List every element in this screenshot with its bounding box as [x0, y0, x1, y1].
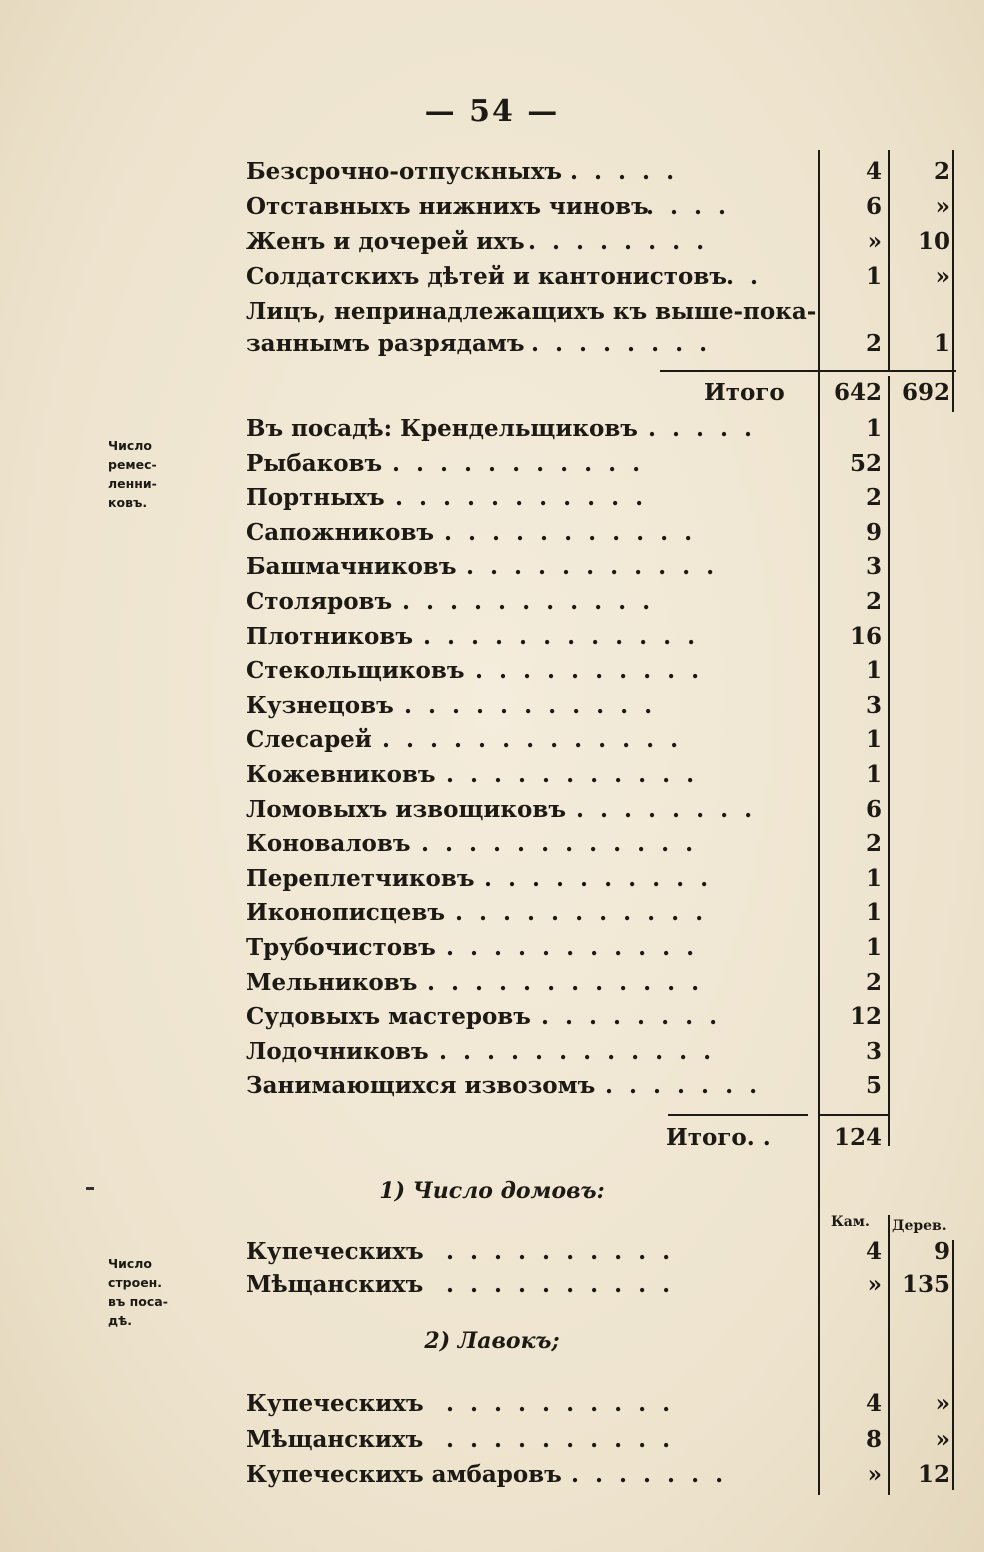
- value-cell: 2: [865, 588, 882, 615]
- leader-dots: . . . . . . .: [605, 1072, 762, 1100]
- row-label: Купеческихъ: [246, 1390, 424, 1417]
- leader-dots: . . . . . . . . . . .: [466, 553, 719, 581]
- row-label: Купеческихъ амбаровъ: [246, 1461, 562, 1488]
- value-cell: 6: [865, 193, 882, 220]
- value-cell: 3: [865, 553, 882, 581]
- value-cell: 1: [865, 899, 882, 927]
- leader-dots: . . . . . . . .: [528, 228, 709, 255]
- table-row: [246, 896, 946, 930]
- leader-dots: . . . . . . .: [571, 1461, 728, 1488]
- value-cell: 1: [865, 726, 882, 754]
- leader-dots: . . . . . .: [546, 158, 679, 185]
- value-cell: 2: [865, 830, 882, 858]
- row-label: Солдатскихъ дѣтей и кантонистовъ: [246, 263, 727, 290]
- value-cell: 2: [865, 968, 882, 996]
- row-label: Лодочниковъ: [246, 1037, 429, 1065]
- table-row: [246, 1069, 946, 1103]
- value-cell: 10: [917, 228, 950, 255]
- row-label: Женъ и дочерей ихъ: [246, 228, 525, 255]
- row-label: Иконописцевъ: [246, 899, 446, 927]
- table-row: [246, 966, 946, 1000]
- leader-dots: . . . . . . . . . . .: [455, 899, 708, 927]
- value-cell: 2: [933, 158, 950, 185]
- table-row: [246, 260, 950, 294]
- table-row: [246, 931, 946, 965]
- table-row: [246, 295, 946, 329]
- value-cell: 1: [865, 415, 882, 442]
- value-cell: 135: [901, 1271, 950, 1298]
- table-row: [246, 1235, 950, 1269]
- value-cell: »: [935, 263, 950, 290]
- leader-dots: . . . . . . . . . .: [446, 1271, 675, 1298]
- table-row: [246, 550, 946, 584]
- leader-dots: . . . . . . . . . . . .: [423, 622, 700, 650]
- leader-dots: . . . . . . . . . . . .: [421, 830, 698, 858]
- total-value: 124: [833, 1124, 882, 1151]
- total-label: Итого. .: [666, 1124, 771, 1151]
- table-row: [246, 516, 946, 550]
- row-label: Въ посадѣ: Крендельщиковъ: [246, 415, 638, 442]
- row-label: Отставныхъ нижнихъ чиновъ: [246, 193, 649, 220]
- row-label: Рыбаковъ: [246, 449, 383, 477]
- row-label: Мѣщанскихъ: [246, 1271, 424, 1298]
- value-cell: 1: [865, 934, 882, 961]
- leader-dots: . . . . . . . . . . .: [404, 691, 657, 719]
- leader-dots: . . . . . . . . . .: [446, 1426, 675, 1453]
- column-header-stone: Кам.: [831, 1214, 870, 1230]
- value-cell: 4: [865, 1238, 882, 1265]
- total-value: 642: [833, 379, 882, 406]
- table-row: [246, 1000, 946, 1034]
- value-cell: 3: [865, 691, 882, 719]
- row-label: Купеческихъ: [246, 1238, 424, 1265]
- margin-note-buildings: Число строен. въ поса-дѣ.: [108, 1256, 168, 1328]
- value-cell: »: [935, 193, 950, 220]
- row-label: Ломовыхъ извощиковъ: [246, 795, 566, 823]
- value-cell: »: [867, 228, 882, 255]
- table-row: [246, 585, 946, 619]
- column-rule-right: [952, 150, 954, 412]
- value-cell: 12: [917, 1461, 950, 1488]
- row-label: Переплетчиковъ: [246, 864, 475, 892]
- row-label: Слесарей: [246, 726, 372, 754]
- value-cell: »: [867, 1461, 882, 1488]
- leader-dots: . . . . . . . . . . . . .: [382, 726, 683, 754]
- value-cell: 6: [865, 795, 882, 823]
- row-label: Башмачниковъ: [246, 553, 457, 581]
- table-row: [246, 1387, 950, 1421]
- value-cell: 1: [865, 657, 882, 685]
- row-label: Сапожниковъ: [246, 518, 435, 546]
- table-row: [246, 225, 950, 259]
- leader-dots: . . . . .: [648, 415, 757, 442]
- table-row: [246, 862, 946, 896]
- row-label: Трубочистовъ: [246, 934, 436, 961]
- row-label: Столяровъ: [246, 588, 393, 615]
- value-cell: 1: [933, 330, 950, 357]
- column-rule-right-bottom: [952, 1240, 954, 1490]
- table-row: [246, 793, 946, 827]
- value-cell: 16: [849, 622, 882, 650]
- table-row: [246, 412, 946, 446]
- total-rule: [820, 1114, 888, 1116]
- value-cell: 1: [865, 864, 882, 892]
- table-row: [246, 723, 946, 757]
- leader-dots: . . . . . . . .: [576, 795, 757, 823]
- leader-dots: . . . . . . . . . .: [446, 1390, 675, 1417]
- row-label: Кожевниковъ: [246, 761, 436, 788]
- value-cell: »: [935, 1426, 950, 1453]
- table-row: [246, 1035, 946, 1069]
- leader-dots: . . . . . . . . . . .: [446, 761, 699, 788]
- table-row: [246, 758, 946, 792]
- total-row: [246, 1121, 946, 1155]
- row-label: Занимающихся извозомъ: [246, 1072, 596, 1100]
- total-value: 692: [901, 379, 950, 406]
- leader-dots: . . . . . . . . . . . .: [439, 1037, 716, 1065]
- leader-dots: . . . . . . . . . .: [475, 657, 704, 685]
- leader-dots: . . . . . . . . . .: [484, 864, 713, 892]
- value-cell: 2: [865, 330, 882, 357]
- value-cell: »: [867, 1271, 882, 1298]
- value-cell: 1: [865, 263, 882, 290]
- table-row: [246, 827, 946, 861]
- table-row: [246, 654, 946, 688]
- table-row: [246, 1268, 950, 1302]
- column-header-wood: Дерев.: [892, 1218, 947, 1234]
- total-rule: [660, 370, 956, 372]
- row-label: Коноваловъ: [246, 830, 411, 858]
- margin-note-crafts: Число ремес-ленни-ковъ.: [108, 438, 157, 510]
- value-cell: 52: [849, 449, 882, 477]
- row-label: Кузнецовъ: [246, 691, 394, 719]
- section-title-houses: 1) Число домовъ:: [379, 1178, 605, 1204]
- table-row: [246, 155, 950, 189]
- value-cell: 9: [933, 1238, 950, 1265]
- row-label: Лицъ, непринадлежащихъ къ выше-пока-: [246, 298, 817, 325]
- row-label: Судовыхъ мастеровъ: [246, 1003, 531, 1031]
- value-cell: 4: [865, 1390, 882, 1417]
- leader-dots: . . . . . . . . . . .: [402, 588, 655, 615]
- leader-dots: . . . . . . . . . . .: [395, 484, 648, 512]
- value-cell: 5: [865, 1072, 882, 1100]
- leader-dots: . . . . . . . . . . .: [444, 518, 697, 546]
- row-label: Мельниковъ: [246, 968, 418, 996]
- total-rule: [668, 1114, 808, 1116]
- leader-dots: . . . . . . . .: [541, 1003, 722, 1031]
- leader-dots: . .: [726, 263, 763, 290]
- leader-dots: . . . . . . . . . .: [446, 1238, 675, 1265]
- total-label: Итого: [704, 379, 785, 406]
- table-row: [246, 327, 950, 361]
- row-label: Плотниковъ: [246, 622, 413, 650]
- leader-dots: . . . . . . . .: [531, 330, 712, 357]
- value-cell: 2: [865, 484, 882, 512]
- value-cell: 8: [865, 1426, 882, 1453]
- value-cell: 1: [865, 761, 882, 788]
- table-row: [246, 620, 946, 654]
- page-number: — 54 —: [424, 94, 560, 129]
- value-cell: 3: [865, 1037, 882, 1065]
- table-row: [246, 1423, 950, 1457]
- row-label: заннымъ разрядамъ: [246, 330, 525, 357]
- row-label: Портныхъ: [246, 484, 385, 512]
- table-row: [246, 1458, 950, 1492]
- row-label: Стекольщиковъ: [246, 657, 465, 685]
- table-row: [246, 689, 946, 723]
- total-row: [246, 376, 950, 410]
- value-cell: »: [935, 1390, 950, 1417]
- leader-dots: . . . . . . . . . . .: [446, 934, 699, 961]
- value-cell: 4: [865, 158, 882, 185]
- row-label: Безсрочно-отпускныхъ: [246, 158, 562, 185]
- leader-dots: . . . . . . . . . . . .: [427, 968, 704, 996]
- leader-dots: . . . .: [646, 193, 731, 220]
- value-cell: 9: [865, 518, 882, 546]
- section-title-shops: 2) Лавокъ;: [424, 1328, 560, 1354]
- row-label: Мѣщанскихъ: [246, 1426, 424, 1453]
- value-cell: 12: [849, 1003, 882, 1031]
- leader-dots: . . . . . . . . . . .: [392, 449, 645, 477]
- table-row: [246, 190, 950, 224]
- table-row: [246, 481, 946, 515]
- table-row: [246, 447, 946, 481]
